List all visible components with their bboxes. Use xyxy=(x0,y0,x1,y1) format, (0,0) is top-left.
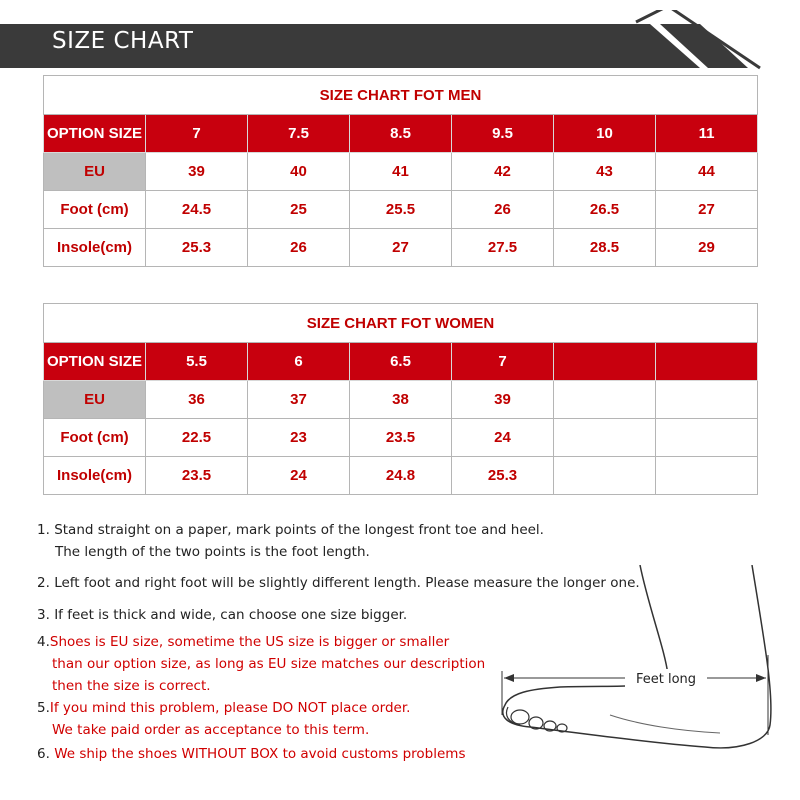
row-label: Insole(cm) xyxy=(44,457,146,495)
note-5 xyxy=(37,697,410,741)
table-cell: 29 xyxy=(656,229,758,267)
table-cell: 40 xyxy=(248,153,350,191)
table-cell: 5.5 xyxy=(146,343,248,381)
table-cell: 25.5 xyxy=(350,191,452,229)
row-label: OPTION SIZE xyxy=(44,343,146,381)
table-cell xyxy=(656,381,758,419)
table-row xyxy=(44,419,758,457)
table-row xyxy=(44,115,758,153)
table-cell: 24.5 xyxy=(146,191,248,229)
table-cell: 22.5 xyxy=(146,419,248,457)
note-number: 4. xyxy=(37,634,50,650)
table-cell: 6.5 xyxy=(350,343,452,381)
table-row xyxy=(44,343,758,381)
table-cell: 10 xyxy=(554,115,656,153)
table-cell: 7 xyxy=(452,343,554,381)
table-cell xyxy=(656,343,758,381)
table-cell: 26.5 xyxy=(554,191,656,229)
table-row xyxy=(44,457,758,495)
note-text: The length of the two points is the foot length. xyxy=(55,544,370,560)
note-number: 1. xyxy=(37,522,50,538)
table-cell: 11 xyxy=(656,115,758,153)
note-1 xyxy=(37,519,544,563)
table-cell: 9.5 xyxy=(452,115,554,153)
table-row xyxy=(44,153,758,191)
note-text: If feet is thick and wide, can choose one size bigger. xyxy=(54,607,408,623)
table-cell: 25 xyxy=(248,191,350,229)
table-cell: 38 xyxy=(350,381,452,419)
note-number: 6. xyxy=(37,746,50,762)
table-cell: 26 xyxy=(452,191,554,229)
table-cell: 27.5 xyxy=(452,229,554,267)
women-table-title: SIZE CHART FOT WOMEN xyxy=(44,304,758,343)
men-table-title: SIZE CHART FOT MEN xyxy=(44,76,758,115)
table-row xyxy=(44,229,758,267)
foot-measure-illustration xyxy=(490,565,780,775)
table-cell: 7 xyxy=(146,115,248,153)
table-cell: 27 xyxy=(350,229,452,267)
table-cell: 23 xyxy=(248,419,350,457)
table-cell: 43 xyxy=(554,153,656,191)
table-cell: 39 xyxy=(146,153,248,191)
table-cell: 42 xyxy=(452,153,554,191)
note-number: 3. xyxy=(37,607,50,623)
table-cell: 7.5 xyxy=(248,115,350,153)
men-size-table xyxy=(43,75,758,267)
note-text: We ship the shoes WITHOUT BOX to avoid customs problems xyxy=(54,746,466,762)
table-cell xyxy=(554,381,656,419)
note-number: 5. xyxy=(37,700,50,716)
note-text: We take paid order as acceptance to this term. xyxy=(52,722,370,738)
table-cell: 25.3 xyxy=(146,229,248,267)
women-size-table xyxy=(43,303,758,495)
table-cell: 23.5 xyxy=(146,457,248,495)
table-cell: 24.8 xyxy=(350,457,452,495)
table-cell: 24 xyxy=(452,419,554,457)
note-number: 2. xyxy=(37,575,50,591)
feet-long-label: Feet long xyxy=(635,672,697,687)
table-cell xyxy=(554,419,656,457)
table-cell: 37 xyxy=(248,381,350,419)
row-label: OPTION SIZE xyxy=(44,115,146,153)
row-label: EU xyxy=(44,381,146,419)
note-text: than our option size, as long as EU size matches our description xyxy=(52,656,486,672)
table-cell: 39 xyxy=(452,381,554,419)
row-label: Foot (cm) xyxy=(44,419,146,457)
table-row xyxy=(44,381,758,419)
table-cell: 26 xyxy=(248,229,350,267)
note-6 xyxy=(37,743,465,765)
table-cell: 25.3 xyxy=(452,457,554,495)
note-text: Stand straight on a paper, mark points of the longest front toe and heel. xyxy=(54,522,544,538)
row-label: Insole(cm) xyxy=(44,229,146,267)
table-cell: 28.5 xyxy=(554,229,656,267)
row-label: Foot (cm) xyxy=(44,191,146,229)
note-text: Shoes is EU size, sometime the US size is bigger or smaller xyxy=(49,634,450,650)
table-cell: 24 xyxy=(248,457,350,495)
table-cell: 6 xyxy=(248,343,350,381)
table-cell: 44 xyxy=(656,153,758,191)
table-cell xyxy=(554,343,656,381)
row-label: EU xyxy=(44,153,146,191)
table-cell: 27 xyxy=(656,191,758,229)
note-3 xyxy=(37,604,407,626)
page-title: SIZE CHART xyxy=(52,28,194,54)
table-cell: 8.5 xyxy=(350,115,452,153)
note-4 xyxy=(37,631,485,697)
table-cell: 36 xyxy=(146,381,248,419)
note-text: Left foot and right foot will be slightly different length. Please measure the longer one. xyxy=(54,575,640,591)
table-row xyxy=(44,191,758,229)
table-cell xyxy=(554,457,656,495)
note-text: then the size is correct. xyxy=(52,678,211,694)
table-cell xyxy=(656,457,758,495)
table-cell xyxy=(656,419,758,457)
table-cell: 23.5 xyxy=(350,419,452,457)
note-text: If you mind this problem, please DO NOT place order. xyxy=(49,700,411,716)
table-cell: 41 xyxy=(350,153,452,191)
